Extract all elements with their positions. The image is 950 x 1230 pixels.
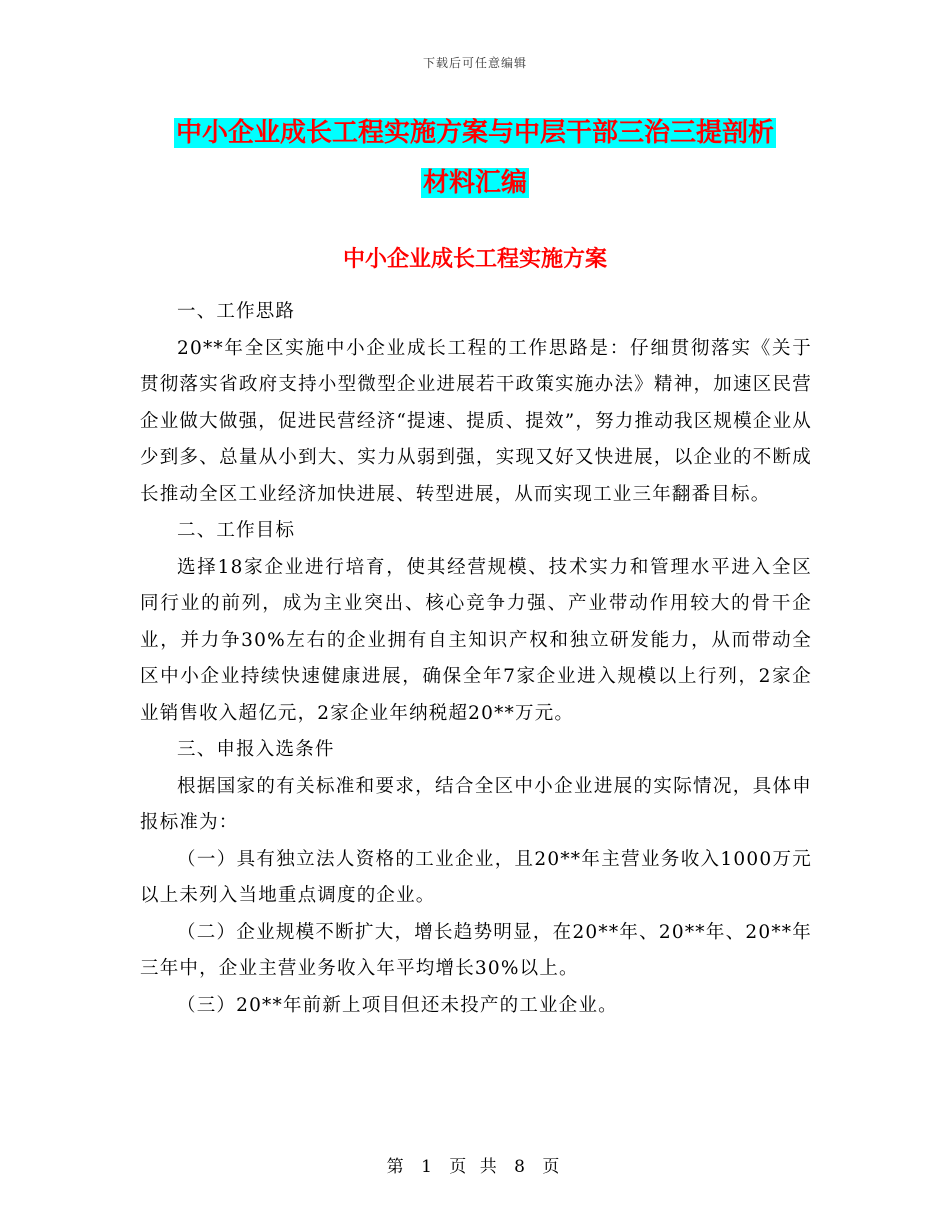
heading-work-goal: 二、工作目标 xyxy=(177,520,296,541)
footer-prefix: 第 xyxy=(386,1157,408,1177)
document-title-line2: 材料汇编 xyxy=(422,168,527,198)
document-title-line1: 中小企业成长工程实施方案与中层干部三治三提剖析 xyxy=(175,118,774,148)
paragraph-condition-1: （一）具有独立法人资格的工业企业，且20**年主营业务收入1000万元以上未列入当地重点调度的企业。 xyxy=(140,848,812,906)
footer-suffix: 页 xyxy=(542,1157,564,1177)
heading-work-idea: 一、工作思路 xyxy=(177,301,296,322)
paragraph-conditions-intro: 根据国家的有关标准和要求，结合全区中小企业进展的实际情况，具体申报标准为： xyxy=(140,775,812,833)
footer-page-number: 1 xyxy=(421,1157,436,1177)
paragraph-condition-2: （二）企业规模不断扩大，增长趋势明显，在20**年、20**年、20**年三年中，企业主营业务收入年平均增长30%以上。 xyxy=(140,921,812,979)
footer-middle: 页 共 xyxy=(449,1157,501,1177)
page-footer xyxy=(0,1152,950,1177)
footer-total-pages: 8 xyxy=(514,1157,529,1177)
header-note: 下载后可任意编辑 xyxy=(422,56,527,70)
document-title xyxy=(140,108,810,208)
document-body xyxy=(140,294,812,1024)
paragraph-work-goal: 选择18家企业进行培育，使其经营规模、技术实力和管理水平进入全区同行业的前列，成为主业突出、核心竞争力强、产业带动作用较大的骨干企业，并力争30%左右的企业拥有自主知识产权和独立研发能力，从而带动全区中小企业持续快速健康进展，确保全年7家企业进入规模以上行列，2家企业销售收入超亿元，2家企业年纳税超20**万元。 xyxy=(140,556,812,724)
section-title: 中小企业成长工程实施方案 xyxy=(342,247,607,272)
heading-conditions: 三、申报入选条件 xyxy=(177,739,335,760)
paragraph-work-idea: 20**年全区实施中小企业成长工程的工作思路是：仔细贯彻落实《关于贯彻落实省政府支持小型微型企业进展若干政策实施办法》精神，加速区民营企业做大做强，促进民营经济“提速、提质、提效”，努力推动我区规模企业从少到多、总量从小到大、实力从弱到强，实现又好又快进展，以企业的不断成长推动全区工业经济加快进展、转型进展，从而实现工业三年翻番目标。 xyxy=(140,337,812,505)
paragraph-condition-3: （三）20**年前新上项目但还未投产的工业企业。 xyxy=(177,994,618,1016)
